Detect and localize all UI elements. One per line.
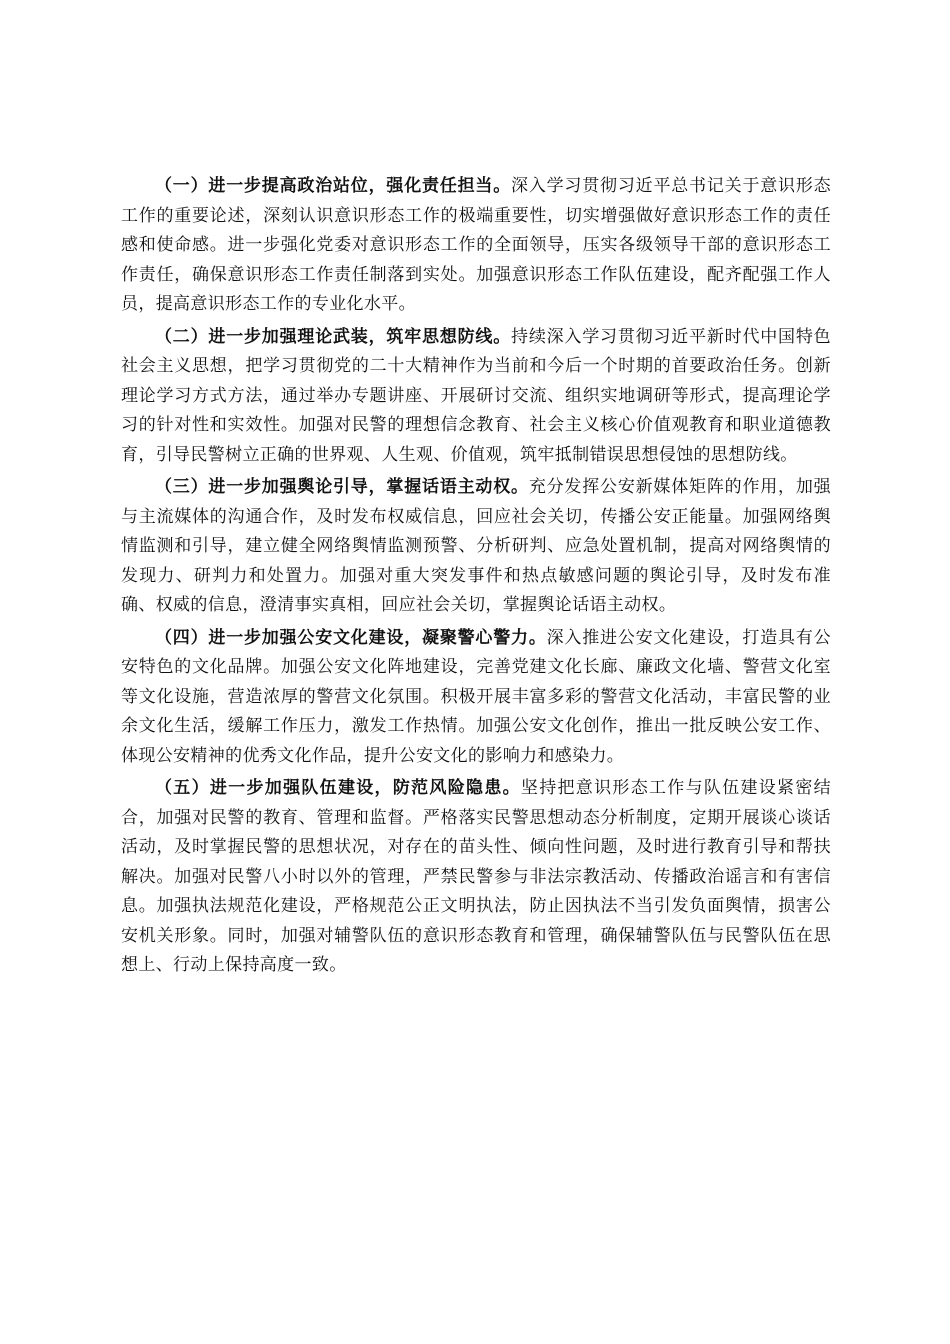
paragraph-5-heading: （五）进一步加强队伍建设，防范风险隐患。 xyxy=(155,778,521,798)
paragraph-2-heading: （二）进一步加强理论武装，筑牢思想防线。 xyxy=(155,326,512,347)
paragraph-5 xyxy=(121,774,831,981)
paragraph-3-heading: （三）进一步加强舆论引导，掌握话语主动权。 xyxy=(155,477,529,497)
paragraph-4-body: 深入推进公安文化建设，打造具有公安特色的文化品牌。加强公安文化阵地建设，完善党建文化长廊、廉政文化墙、警营文化室等文化设施，营造浓厚的警营文化氛围。积极开展丰富多彩的警营文化活动，丰富民警的业余文化生活，缓解工作压力，激发工作热情。加强公安文化创作，推出一批反映公安工作、体现公安精神的优秀文化作品，提升公安文化的影响力和感染力。 xyxy=(121,627,831,766)
paragraph-1-heading: （一）进一步提高政治站位，强化责任担当。 xyxy=(155,176,512,196)
paragraph-5-body: 坚持把意识形态工作与队伍建设紧密结合，加强对民警的教育、管理和监督。严格落实民警思想动态分析制度，定期开展谈心谈话活动，及时掌握民警的思想状况，对存在的苗头性、倾向性问题，及时进行教育引导和帮扶解决。加强对民警八小时以外的管理，严禁民警参与非法宗教活动、传播政治谣言和有害信息。加强执法规范化建设，严格规范公正文明执法，防止因执法不当引发负面舆情，损害公安机关形象。同时，加强对辅警队伍的意识形态教育和管理，确保辅警队伍与民警队伍在思想上、行动上保持高度一致。 xyxy=(121,778,832,975)
paragraph-1-body: 深入学习贯彻习近平总书记关于意识形态工作的重要论述，深刻认识意识形态工作的极端重要性，切实增强做好意识形态工作的责任感和使命感。进一步强化党委对意识形态工作的全面领导，压实各级领导干部的意识形态工作责任，确保意识形态工作责任制落到实处。加强意识形态工作队伍建设，配齐配强工作人员，提高意识形态工作的专业化水平。 xyxy=(121,176,831,314)
document-body xyxy=(121,172,831,984)
paragraph-3 xyxy=(121,473,831,621)
paragraph-2 xyxy=(121,323,831,471)
paragraph-4-heading: （四）进一步加强公安文化建设，凝聚警心警力。 xyxy=(155,627,547,648)
paragraph-3-body: 充分发挥公安新媒体矩阵的作用，加强与主流媒体的沟通合作，及时发布权威信息，回应社会关切，传播公安正能量。加强网络舆情监测和引导，建立健全网络舆情监测预警、分析研判、应急处置机制，提高对网络舆情的发现力、研判力和处置力。加强对重大突发事件和热点敏感问题的舆论引导，及时发布准确、权威的信息，澄清事实真相，回应社会关切，掌握舆论话语主动权。 xyxy=(121,477,831,615)
paragraph-2-body: 持续深入学习贯彻习近平新时代中国特色社会主义思想，把学习贯彻党的二十大精神作为当前和今后一个时期的首要政治任务。创新理论学习方式方法，通过举办专题讲座、开展研讨交流、组织实地调研等形式，提高理论学习的针对性和实效性。加强对民警的理想信念教育、社会主义核心价值观教育和职业道德教育，引导民警树立正确的世界观、人生观、价值观，筑牢抵制错误思想侵蚀的思想防线。 xyxy=(121,326,831,465)
paragraph-4 xyxy=(121,624,831,772)
paragraph-1 xyxy=(121,172,831,320)
